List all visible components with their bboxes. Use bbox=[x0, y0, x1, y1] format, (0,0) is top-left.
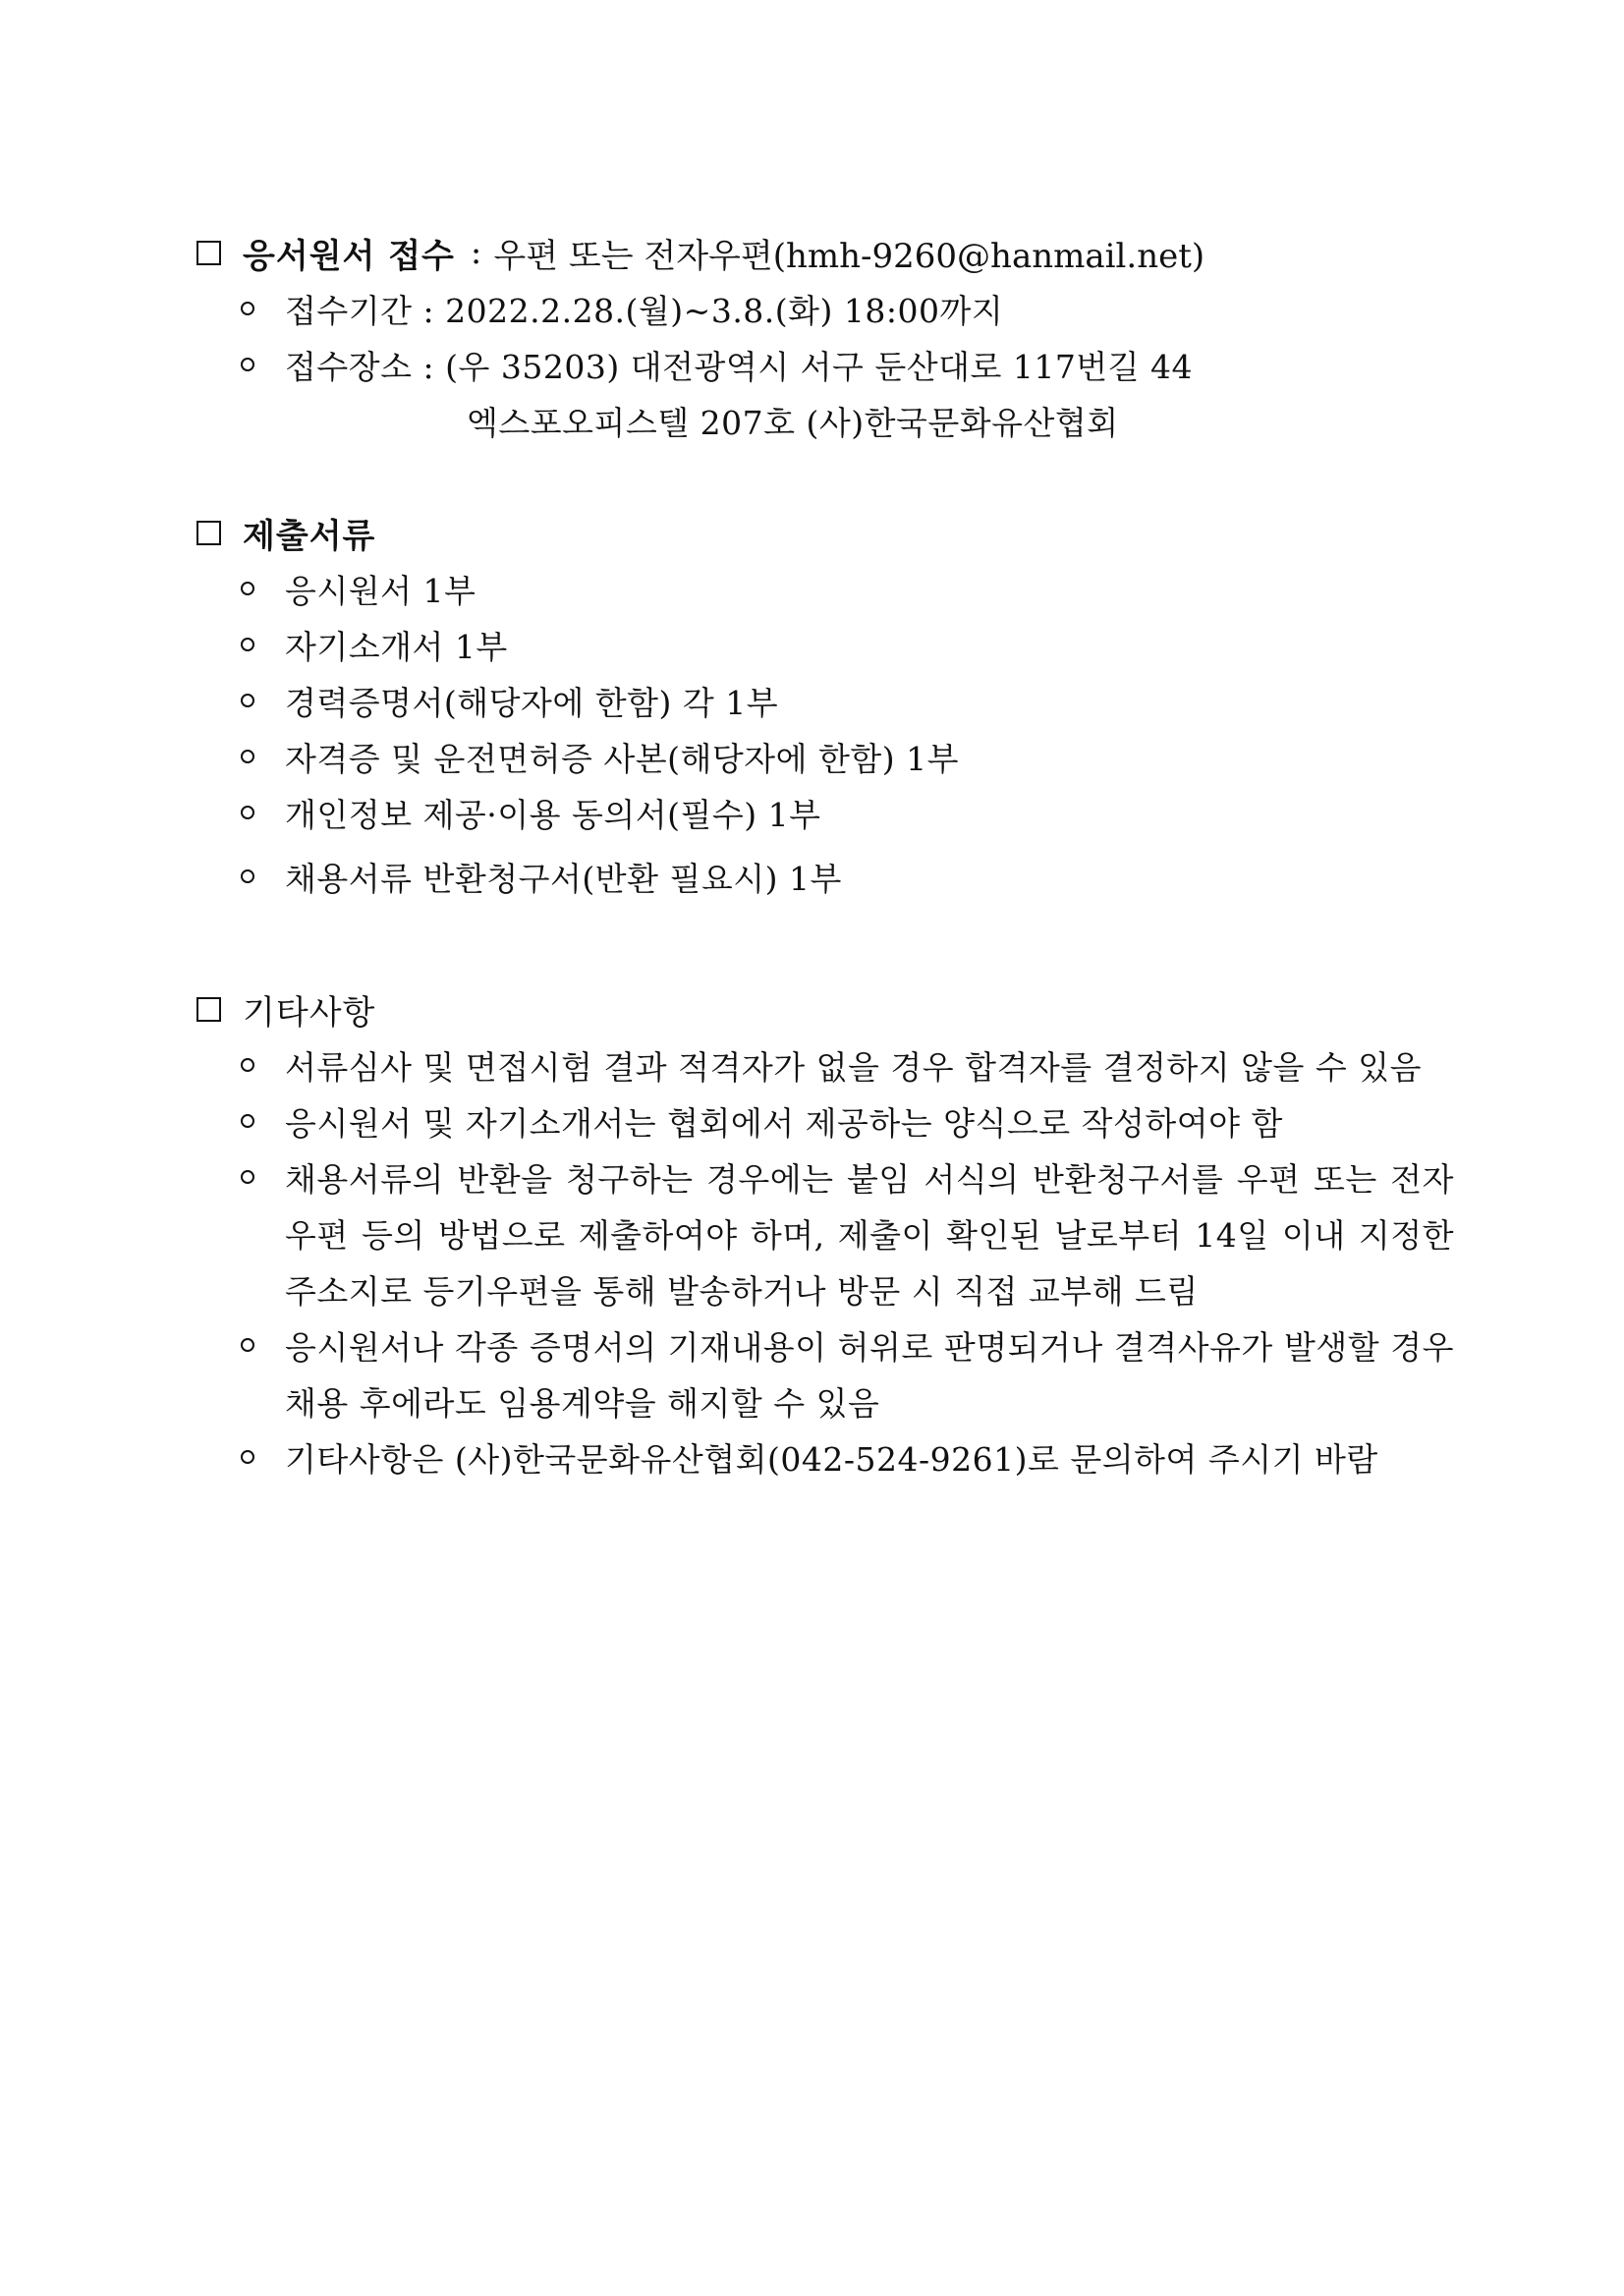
document-item-text: 채용서류 반환청구서(반환 필요시) 1부 bbox=[285, 860, 842, 898]
checkbox-square-icon bbox=[196, 521, 221, 545]
application-separator: : bbox=[470, 233, 482, 272]
circle-bullet-icon bbox=[241, 869, 254, 883]
circle-bullet-icon bbox=[241, 694, 254, 707]
application-place-line2: 엑스포오피스텔 207호 (사)한국문화유산협회 bbox=[467, 404, 1119, 442]
list-item bbox=[196, 339, 1454, 395]
document-item-text: 자격증 및 운전면허증 사본(해당자에 한함) 1부 bbox=[285, 740, 959, 778]
list-item bbox=[196, 731, 1454, 787]
circle-bullet-icon bbox=[241, 1338, 254, 1352]
list-item bbox=[196, 851, 1454, 907]
application-section bbox=[196, 226, 1454, 451]
application-method: 우편 또는 전자우편(hmh-9260@hanmail.net) bbox=[493, 236, 1205, 276]
other-item-text: 채용서류의 반환을 청구하는 경우에는 붙임 서식의 반환청구서를 우편 또는 전자우편 등의 방법으로 제출하여야 하며, 제출이 확인된 날로부터 14일 이내 지정한 주소지로 등기우편을 통해 발송하거나 방문 시 직접 교부해 드림 bbox=[285, 1160, 1454, 1311]
circle-bullet-icon bbox=[241, 302, 254, 315]
circle-bullet-icon bbox=[241, 1170, 254, 1184]
other-section bbox=[196, 982, 1454, 1487]
checkbox-square-icon bbox=[196, 241, 221, 265]
list-item bbox=[196, 1319, 1454, 1431]
other-heading bbox=[196, 982, 1454, 1036]
list-item bbox=[196, 283, 1454, 339]
list-item bbox=[196, 1095, 1454, 1151]
other-title: 기타사항 bbox=[243, 992, 376, 1033]
list-item bbox=[196, 1431, 1454, 1487]
other-item-text: 기타사항은 (사)한국문화유산협회(042-524-9261)로 문의하여 주시기 바람 bbox=[285, 1440, 1378, 1479]
other-item-text: 서류심사 및 면접시험 결과 적격자가 없을 경우 합격자를 결정하지 않을 수 있음 bbox=[285, 1048, 1422, 1087]
circle-bullet-icon bbox=[241, 1450, 254, 1464]
document-item-text: 개인정보 제공·이용 동의서(필수) 1부 bbox=[285, 796, 821, 834]
list-item bbox=[196, 563, 1454, 619]
list-item bbox=[196, 1151, 1454, 1319]
other-item-text: 응시원서 및 자기소개서는 협회에서 제공하는 양식으로 작성하여야 함 bbox=[285, 1104, 1283, 1143]
list-item bbox=[196, 1039, 1454, 1095]
application-period: 접수기간 : 2022.2.28.(월)~3.8.(화) 18:00까지 bbox=[285, 292, 1004, 330]
circle-bullet-icon bbox=[241, 358, 254, 371]
circle-bullet-icon bbox=[241, 582, 254, 595]
circle-bullet-icon bbox=[241, 750, 254, 763]
document-item-text: 경력증명서(해당자에 한함) 각 1부 bbox=[285, 684, 779, 722]
application-title: 응서원서 접수 bbox=[243, 236, 455, 276]
document-item-text: 자기소개서 1부 bbox=[285, 628, 508, 666]
list-item bbox=[196, 619, 1454, 675]
circle-bullet-icon bbox=[241, 1058, 254, 1072]
application-heading bbox=[196, 226, 1454, 279]
circle-bullet-icon bbox=[241, 1114, 254, 1128]
circle-bullet-icon bbox=[241, 806, 254, 819]
documents-section bbox=[196, 506, 1454, 907]
documents-heading bbox=[196, 506, 1454, 559]
circle-bullet-icon bbox=[241, 638, 254, 651]
application-place: 접수장소 : (우 35203) 대전광역시 서구 둔산대로 117번길 44 bbox=[285, 348, 1194, 386]
list-item bbox=[196, 675, 1454, 731]
other-item-text: 응시원서나 각종 증명서의 기재내용이 허위로 판명되거나 결격사유가 발생할 경우 채용 후에라도 임용계약을 해지할 수 있음 bbox=[285, 1328, 1454, 1423]
documents-title: 제출서류 bbox=[243, 516, 376, 556]
checkbox-square-icon bbox=[196, 997, 221, 1022]
list-item bbox=[196, 787, 1454, 843]
document-item-text: 응시원서 1부 bbox=[285, 572, 476, 610]
